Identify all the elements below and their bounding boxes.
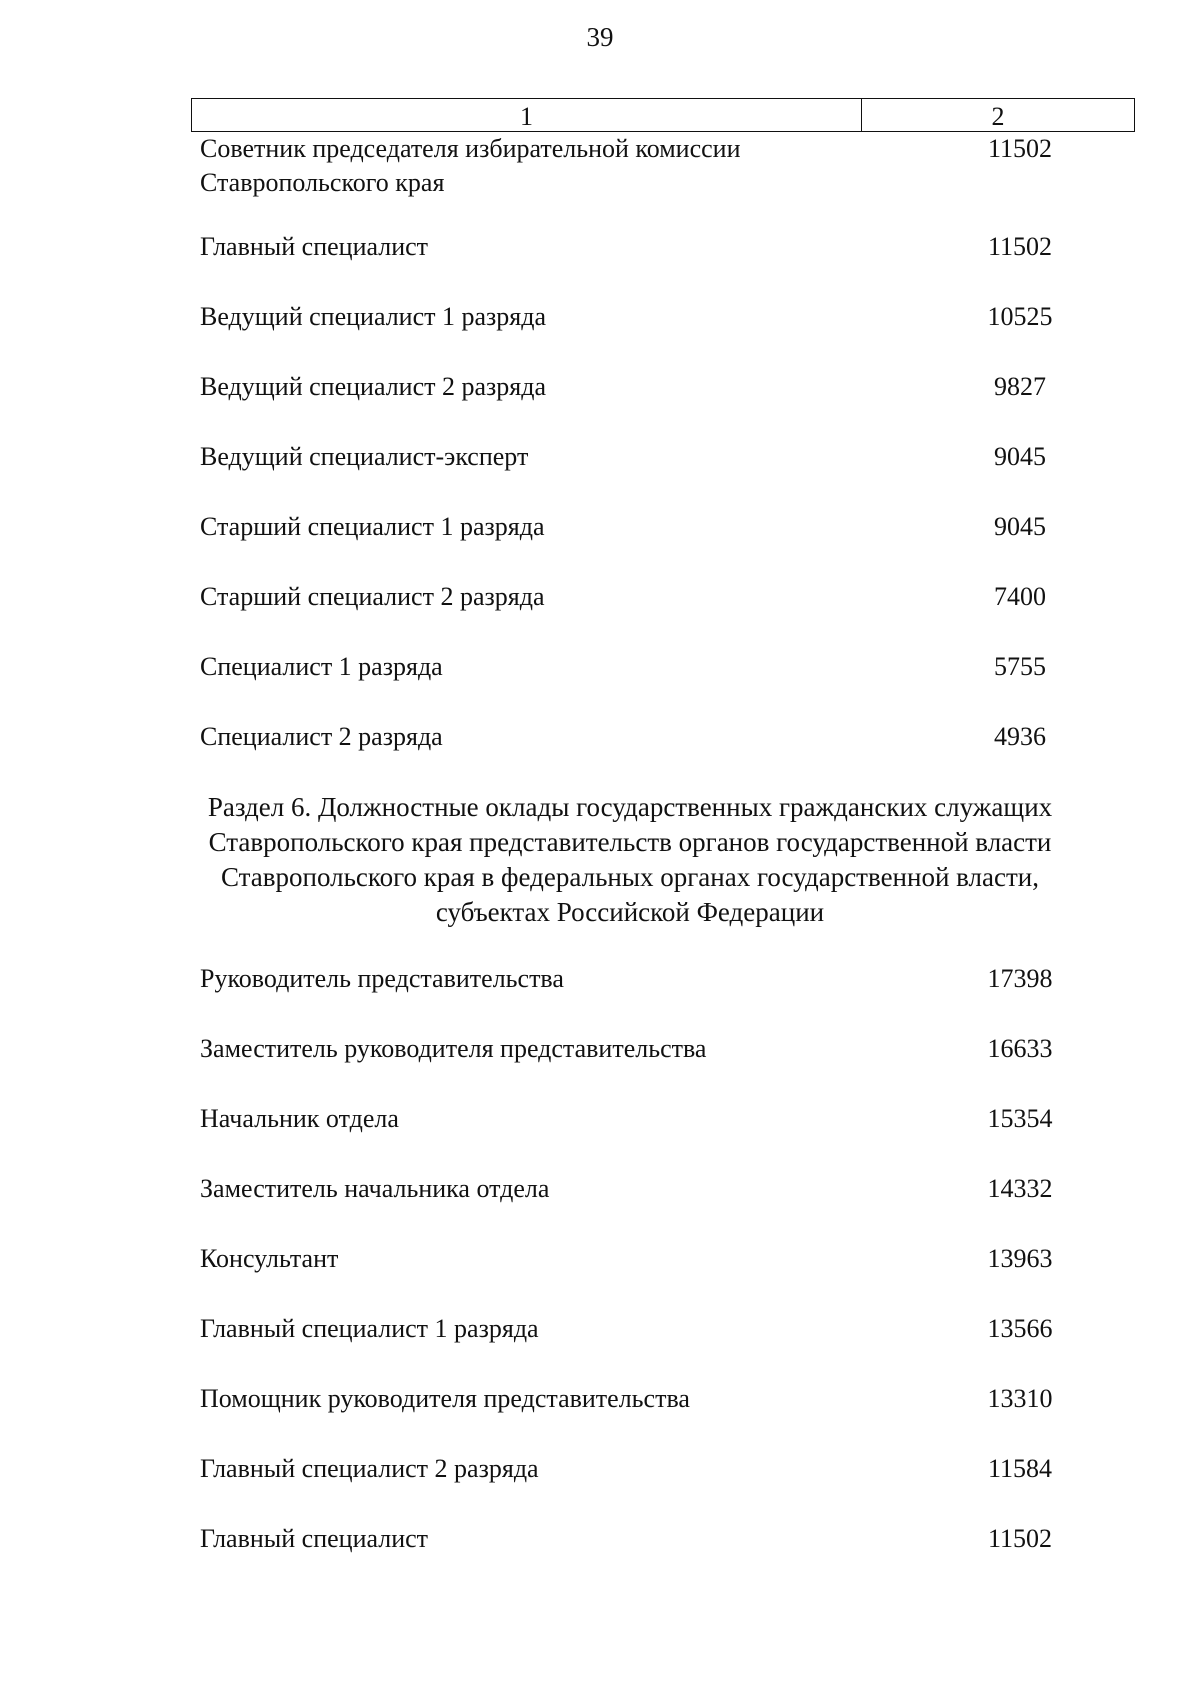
salary-value: 16633 <box>987 1034 1053 1063</box>
salary-value: 13566 <box>987 1314 1053 1343</box>
position-title: Главный специалист 2 разряда <box>200 1454 539 1483</box>
column-2-header: 2 <box>991 102 1005 131</box>
salary-value: 17398 <box>987 964 1053 993</box>
heading-line: Раздел 6. Должностные оклады государственных гражданских служащих <box>207 792 1053 822</box>
salary-value: 7400 <box>994 582 1046 611</box>
salary-value: 9045 <box>994 442 1046 471</box>
position-title: Начальник отдела <box>200 1104 399 1133</box>
column-1-header: 1 <box>192 99 862 131</box>
salary-value: 4936 <box>994 722 1046 751</box>
position-title: Ведущий специалист 2 разряда <box>200 372 547 401</box>
position-title: Помощник руководителя представительства <box>200 1384 690 1413</box>
table-header <box>191 98 1135 132</box>
salary-value: 13963 <box>987 1244 1053 1273</box>
salary-value: 13310 <box>987 1384 1053 1413</box>
salary-value: 15354 <box>987 1104 1053 1133</box>
position-title: Советник председателя избирательной комиссии Ставропольского края <box>200 134 741 197</box>
heading-line: Ставропольского края в федеральных органах государственной власти, <box>221 862 1039 892</box>
salary-value: 9045 <box>994 512 1046 541</box>
position-title: Заместитель руководителя представительства <box>200 1034 707 1063</box>
salary-value: 5755 <box>994 652 1046 681</box>
salary-value: 14332 <box>987 1174 1053 1203</box>
salary-value: 11502 <box>987 1524 1053 1553</box>
salary-value: 10525 <box>987 302 1053 331</box>
page-number: 39 <box>586 22 614 52</box>
position-title: Специалист 2 разряда <box>200 722 443 751</box>
position-title: Специалист 1 разряда <box>200 652 443 681</box>
salary-value: 9827 <box>994 372 1046 401</box>
position-title: Главный специалист <box>200 232 429 261</box>
salary-value: 11502 <box>987 232 1053 261</box>
position-title: Главный специалист <box>200 1524 429 1553</box>
salary-value: 11502 <box>987 134 1053 163</box>
position-title: Главный специалист 1 разряда <box>200 1314 539 1343</box>
salary-value: 11584 <box>987 1454 1053 1483</box>
heading-line: субъектах Российской Федерации <box>435 897 825 927</box>
position-title: Ведущий специалист 1 разряда <box>200 302 547 331</box>
position-title: Заместитель начальника отдела <box>200 1174 550 1203</box>
position-title: Руководитель представительства <box>200 964 564 993</box>
position-title: Ведущий специалист-эксперт <box>200 442 529 471</box>
position-title: Старший специалист 2 разряда <box>200 582 545 611</box>
position-title: Старший специалист 1 разряда <box>200 512 545 541</box>
heading-line: Ставропольского края представительств органов государственной власти <box>208 827 1052 857</box>
position-title: Консультант <box>200 1244 339 1273</box>
section-6-heading <box>180 790 1080 930</box>
